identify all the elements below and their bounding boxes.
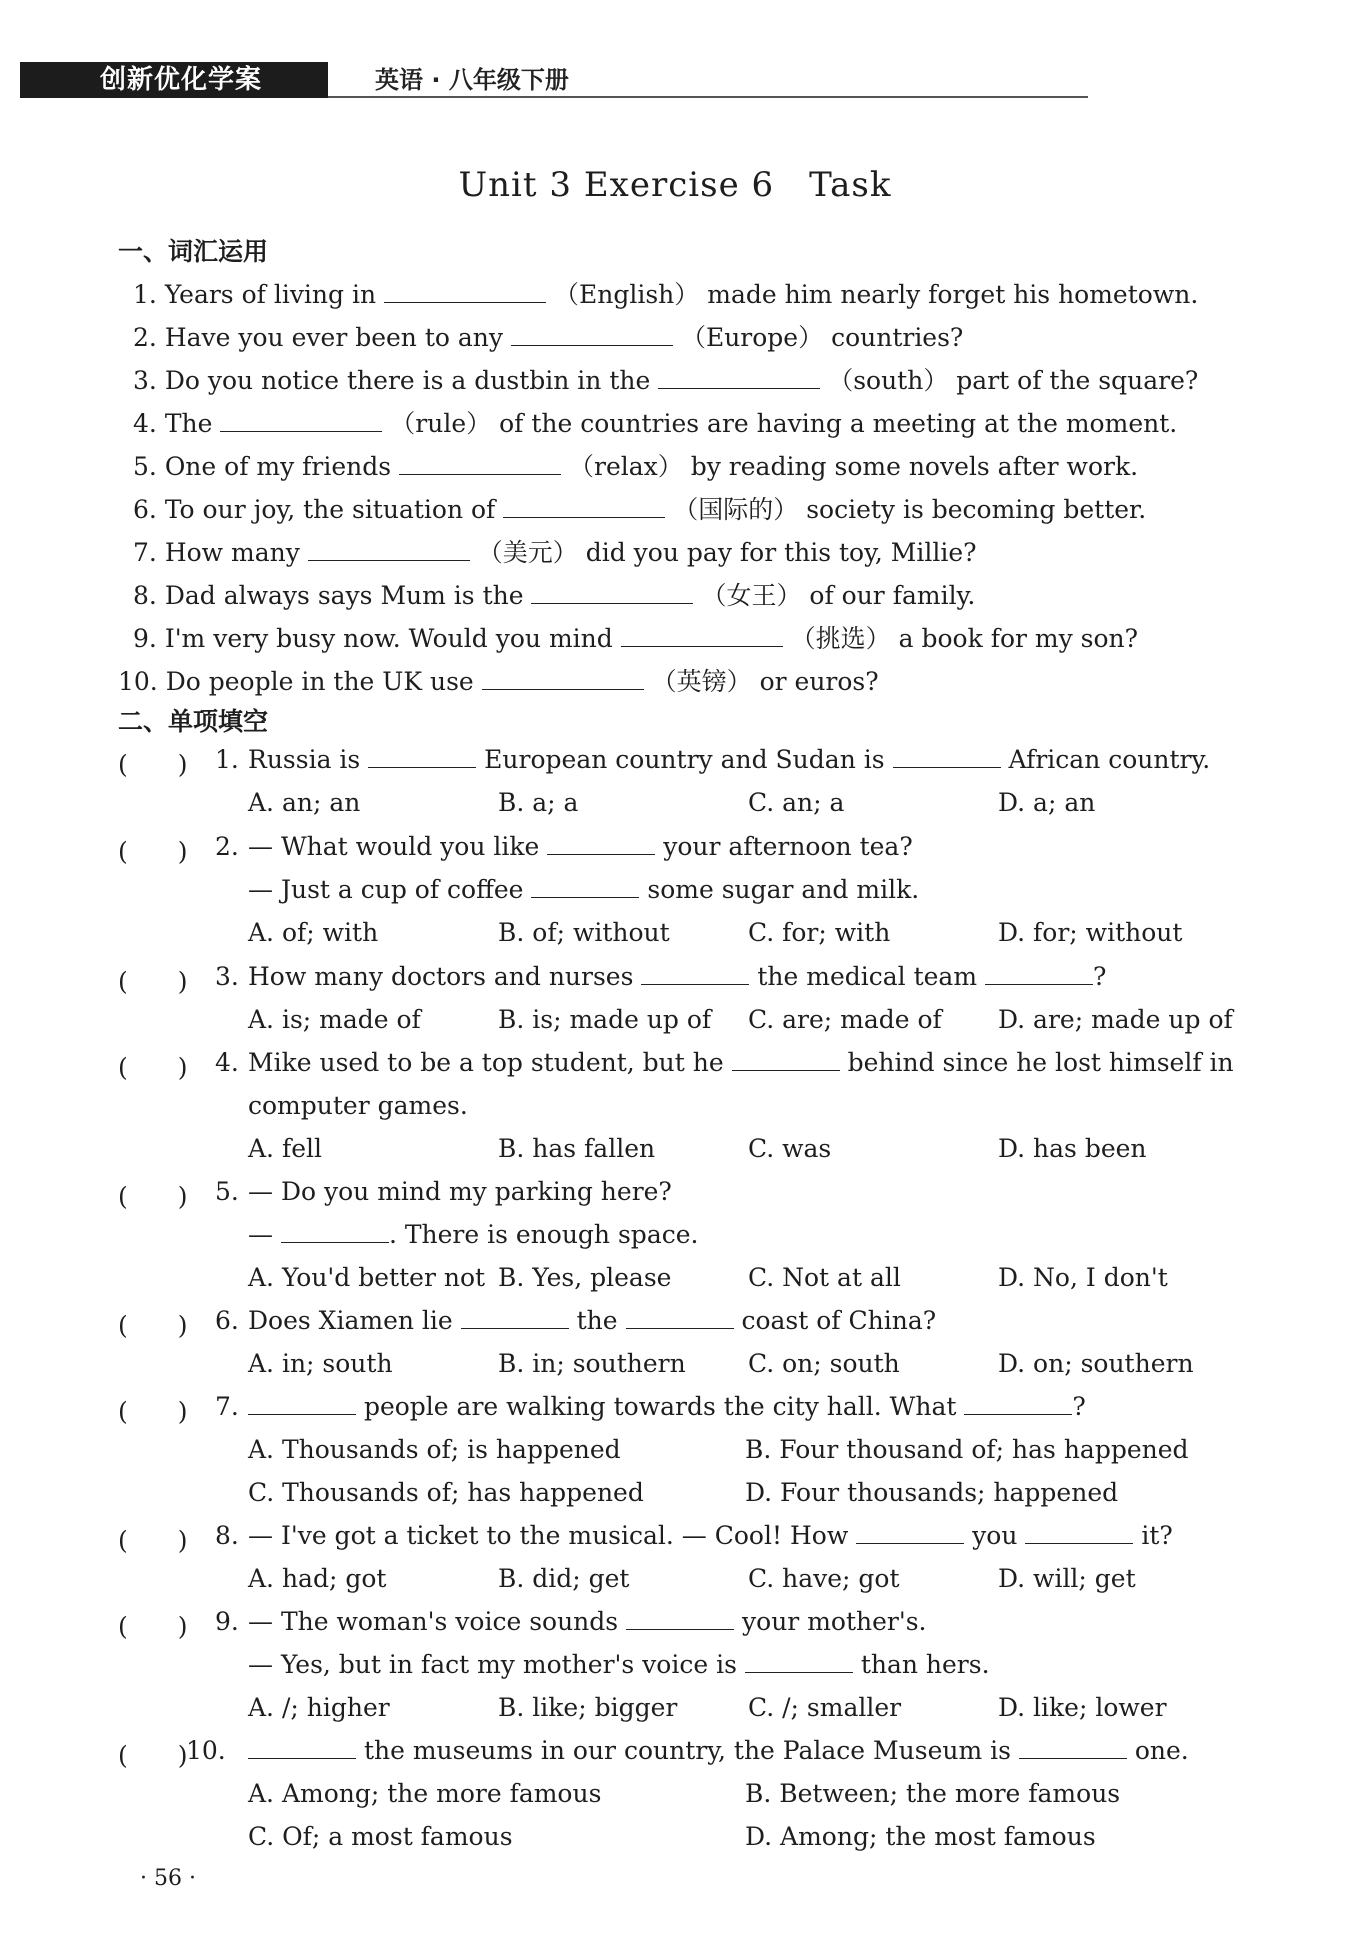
question-1 <box>248 745 1210 774</box>
question-6 <box>248 1306 936 1335</box>
question-number <box>215 745 239 774</box>
answer-bracket: ( ) <box>118 837 188 866</box>
option-label: C. Not at all <box>748 1263 901 1292</box>
question-text: computer games. <box>248 1091 468 1120</box>
item-text-after: society is becoming better. <box>806 495 1147 524</box>
answer-bracket: ( ) <box>118 1182 188 1211</box>
option-B[interactable] <box>498 788 578 817</box>
answer-blank[interactable] <box>248 1736 356 1759</box>
answer-bracket[interactable] <box>118 1048 188 1084</box>
answer-blank[interactable] <box>281 1220 389 1243</box>
vocab-item <box>133 361 1198 397</box>
answer-blank[interactable] <box>641 962 749 985</box>
item-number: 6. <box>133 495 157 524</box>
option-C[interactable] <box>248 1822 513 1851</box>
question-text: Does Xiamen lie <box>248 1306 453 1335</box>
question-text: — I've got a ticket to the musical. — Cool! How <box>248 1521 849 1550</box>
question-number: 1. <box>215 745 239 774</box>
vocab-item <box>133 447 1138 483</box>
item-number: 5. <box>133 452 157 481</box>
option-label: A. is; made of <box>248 1005 421 1034</box>
question-text: — Just a cup of coffee <box>248 875 524 904</box>
question-text: European country and Sudan is <box>484 745 885 774</box>
item-text-before: One of my friends <box>164 452 392 481</box>
answer-bracket: ( ) <box>118 1612 188 1641</box>
option-label: B. Yes, please <box>498 1263 672 1292</box>
option-C[interactable] <box>748 1349 900 1378</box>
option-label: A. /; higher <box>248 1693 390 1722</box>
vocab-item <box>133 490 1146 526</box>
item-number: 1. <box>133 280 157 309</box>
answer-blank[interactable] <box>893 745 1001 768</box>
answer-bracket: ( ) <box>118 1311 188 1340</box>
option-C[interactable] <box>748 918 890 947</box>
question-text: your afternoon tea? <box>663 832 913 861</box>
option-label: C. on; south <box>748 1349 900 1378</box>
option-A[interactable] <box>248 1435 621 1464</box>
option-C[interactable] <box>248 1478 644 1507</box>
question-8 <box>248 1521 1173 1550</box>
question-2 <box>248 832 913 861</box>
answer-bracket: ( ) <box>118 1397 188 1426</box>
option-label: D. Among; the most famous <box>745 1822 1096 1851</box>
question-3 <box>248 962 1106 991</box>
answer-bracket[interactable] <box>118 962 188 998</box>
option-label: D. like; lower <box>998 1693 1167 1722</box>
answer-blank[interactable] <box>308 538 470 561</box>
answer-bracket[interactable] <box>118 1521 188 1557</box>
option-B[interactable] <box>498 1564 629 1593</box>
question-4 <box>248 1048 1234 1077</box>
question-number: 7. <box>215 1392 239 1421</box>
answer-blank[interactable] <box>856 1521 964 1544</box>
answer-blank[interactable] <box>248 1392 356 1415</box>
option-label: D. are; made up of <box>998 1005 1233 1034</box>
option-B[interactable] <box>745 1435 1189 1464</box>
question-text: one. <box>1134 1736 1189 1765</box>
section2-heading: 二、单项填空 <box>118 707 269 736</box>
option-label: B. has fallen <box>498 1134 656 1163</box>
item-text-after: made him nearly forget his hometown. <box>707 280 1199 309</box>
option-D[interactable] <box>998 788 1095 817</box>
answer-bracket: ( ) <box>118 1741 188 1770</box>
question-5 <box>248 1177 672 1206</box>
question-text: — Do you mind my parking here? <box>248 1177 672 1206</box>
question-number <box>215 1177 239 1206</box>
header-rule <box>328 96 1088 98</box>
option-label: B. Four thousand of; has happened <box>745 1435 1189 1464</box>
option-label: C. have; got <box>748 1564 900 1593</box>
answer-blank[interactable] <box>511 323 673 346</box>
option-A[interactable] <box>248 1564 386 1593</box>
option-B[interactable] <box>498 918 670 947</box>
answer-blank[interactable] <box>658 366 820 389</box>
option-C[interactable] <box>748 1564 900 1593</box>
item-text-after: of the countries are having a meeting at the moment. <box>499 409 1178 438</box>
option-label: C. /; smaller <box>748 1693 902 1722</box>
option-label: D. No, I don't <box>998 1263 1168 1292</box>
answer-bracket: ( ) <box>118 1053 188 1082</box>
item-text-after: of our family. <box>809 581 976 610</box>
item-hint: （美元） <box>477 538 578 567</box>
option-C[interactable] <box>748 1005 942 1034</box>
item-number: 4. <box>133 409 157 438</box>
option-label: C. are; made of <box>748 1005 942 1034</box>
item-hint: （rule） <box>390 409 492 438</box>
question-text: How many doctors and nurses <box>248 962 634 991</box>
item-text-after: countries? <box>831 323 964 352</box>
question-text: the <box>576 1306 618 1335</box>
answer-blank[interactable] <box>1025 1521 1133 1544</box>
answer-blank[interactable] <box>732 1048 840 1071</box>
answer-blank[interactable] <box>384 280 546 303</box>
question-number <box>215 1521 239 1550</box>
question-number <box>215 832 239 861</box>
item-text-after: did you pay for this toy, Millie? <box>585 538 977 567</box>
question-text: African country. <box>1008 745 1211 774</box>
item-hint: （国际的） <box>673 495 799 524</box>
option-A[interactable] <box>248 1263 485 1292</box>
section1-heading: 一、词汇运用 <box>118 237 269 266</box>
option-label: D. will; get <box>998 1564 1136 1593</box>
answer-blank[interactable] <box>368 745 476 768</box>
item-text-after: or euros? <box>759 667 879 696</box>
answer-blank[interactable] <box>220 409 382 432</box>
option-D[interactable] <box>998 1564 1136 1593</box>
option-B[interactable] <box>498 1349 686 1378</box>
answer-blank[interactable] <box>621 624 783 647</box>
item-text-before: Do you notice there is a dustbin in the <box>164 366 651 395</box>
option-A[interactable] <box>248 1693 390 1722</box>
item-text-before: Have you ever been to any <box>164 323 504 352</box>
question-number: 6. <box>215 1306 239 1335</box>
option-B[interactable] <box>498 1005 711 1034</box>
answer-bracket[interactable] <box>118 1607 188 1643</box>
question-10 <box>248 1736 1189 1765</box>
answer-bracket[interactable] <box>118 1736 188 1772</box>
question-number: 9. <box>215 1607 239 1636</box>
answer-blank[interactable] <box>745 1650 853 1673</box>
answer-blank[interactable] <box>626 1607 734 1630</box>
question-text: coast of China? <box>741 1306 937 1335</box>
question-text: — What would you like <box>248 832 540 861</box>
item-hint: （Europe） <box>680 323 824 352</box>
answer-blank[interactable] <box>482 667 644 690</box>
question-text: the medical team <box>757 962 978 991</box>
item-hint: （英镑） <box>651 667 752 696</box>
option-A[interactable] <box>248 1349 393 1378</box>
item-number: 2. <box>133 323 157 352</box>
option-label: C. Of; a most famous <box>248 1822 513 1851</box>
answer-blank[interactable] <box>626 1306 734 1329</box>
answer-blank[interactable] <box>1019 1736 1127 1759</box>
vocab-item <box>133 533 977 569</box>
option-B[interactable] <box>745 1779 1120 1808</box>
question-text: people are walking towards the city hall. What <box>363 1392 957 1421</box>
item-hint: （女王） <box>701 581 802 610</box>
question-number <box>215 962 239 991</box>
item-text-before: To our joy, the situation of <box>164 495 496 524</box>
option-label: B. did; get <box>498 1564 630 1593</box>
option-C[interactable] <box>748 788 844 817</box>
item-number: 10. <box>118 667 158 696</box>
question-number: 5. <box>215 1177 239 1206</box>
question-text: some sugar and milk. <box>647 875 920 904</box>
header-subject: 英语 · 八年级下册 <box>375 66 569 94</box>
answer-bracket[interactable] <box>118 1177 188 1213</box>
question-7 <box>248 1392 1086 1421</box>
answer-blank[interactable] <box>547 832 655 855</box>
option-A[interactable] <box>248 1779 601 1808</box>
answer-bracket: ( ) <box>118 1526 188 1555</box>
option-label: C. an; a <box>748 788 845 817</box>
question-number <box>215 1048 239 1077</box>
item-text-before: The <box>164 409 213 438</box>
option-D[interactable] <box>998 918 1182 947</box>
answer-blank[interactable] <box>531 581 693 604</box>
option-C[interactable] <box>748 1693 901 1722</box>
option-label: D. Four thousands; happened <box>745 1478 1119 1507</box>
question-2-line2 <box>248 875 919 904</box>
answer-bracket[interactable] <box>118 745 188 781</box>
question-number <box>215 1392 239 1421</box>
question-9-line2 <box>248 1650 990 1679</box>
question-text: — Yes, but in fact my mother's voice is <box>248 1650 737 1679</box>
option-D[interactable] <box>998 1693 1167 1722</box>
option-D[interactable] <box>998 1263 1168 1292</box>
question-text: behind since he lost himself in <box>847 1048 1234 1077</box>
item-number: 9. <box>133 624 157 653</box>
question-text: the museums in our country, the Palace Museum is <box>363 1736 1011 1765</box>
question-5-line2 <box>248 1220 698 1249</box>
vocab-item <box>133 619 1138 655</box>
question-text: you <box>972 1521 1018 1550</box>
answer-blank[interactable] <box>985 962 1093 985</box>
item-hint: （English） <box>554 280 700 309</box>
option-label: A. Thousands of; is happened <box>248 1435 621 1464</box>
option-label: D. a; an <box>998 788 1096 817</box>
option-label: B. in; southern <box>498 1349 686 1378</box>
item-text-after: a book for my son? <box>898 624 1139 653</box>
option-label: A. an; an <box>248 788 361 817</box>
item-hint: （south） <box>828 366 949 395</box>
option-D[interactable] <box>998 1134 1147 1163</box>
question-number: 3. <box>215 962 239 991</box>
option-label: D. on; southern <box>998 1349 1194 1378</box>
answer-bracket: ( ) <box>118 967 188 996</box>
option-label: A. in; south <box>248 1349 393 1378</box>
option-D[interactable] <box>998 1005 1233 1034</box>
answer-bracket[interactable] <box>118 1306 188 1342</box>
option-label: D. for; without <box>998 918 1183 947</box>
option-label: C. for; with <box>748 918 891 947</box>
option-D[interactable] <box>745 1822 1096 1851</box>
option-label: B. Between; the more famous <box>745 1779 1121 1808</box>
item-text-before: How many <box>164 538 300 567</box>
option-A[interactable] <box>248 918 378 947</box>
item-hint: （挑选） <box>790 624 891 653</box>
item-text-before: Do people in the UK use <box>165 667 474 696</box>
answer-blank[interactable] <box>531 875 639 898</box>
option-D[interactable] <box>745 1478 1118 1507</box>
question-number <box>215 1306 239 1335</box>
option-D[interactable] <box>998 1349 1194 1378</box>
question-number: 4. <box>215 1048 239 1077</box>
item-text-before: I'm very busy now. Would you mind <box>164 624 613 653</box>
vocab-item <box>133 275 1198 311</box>
item-text-after: part of the square? <box>956 366 1199 395</box>
question-text: ? <box>1072 1392 1086 1421</box>
option-B[interactable] <box>498 1693 677 1722</box>
answer-bracket: ( ) <box>118 750 188 779</box>
answer-blank[interactable] <box>964 1392 1072 1415</box>
item-text-after: by reading some novels after work. <box>690 452 1139 481</box>
option-B[interactable] <box>498 1263 671 1292</box>
question-text: Russia is <box>248 745 361 774</box>
option-label: A. had; got <box>248 1564 387 1593</box>
vocab-item <box>118 662 879 698</box>
question-text: . There is enough space. <box>388 1220 699 1249</box>
option-label: B. is; made up of <box>498 1005 712 1034</box>
option-A[interactable] <box>248 1134 322 1163</box>
item-text-before: Years of living in <box>164 280 377 309</box>
vocab-item <box>133 318 963 354</box>
question-number: 2. <box>215 832 239 861</box>
option-label: A. Among; the more famous <box>248 1779 602 1808</box>
vocab-item <box>133 576 975 612</box>
option-label: A. You'd better not <box>248 1263 486 1292</box>
item-hint: （relax） <box>569 452 683 481</box>
question-text: than hers. <box>860 1650 990 1679</box>
option-label: A. of; with <box>248 918 379 947</box>
answer-blank[interactable] <box>461 1306 569 1329</box>
question-text: — The woman's voice sounds <box>248 1607 619 1636</box>
item-number: 3. <box>133 366 157 395</box>
question-number: 10. <box>186 1736 226 1765</box>
option-label: B. like; bigger <box>498 1693 678 1722</box>
question-text: — <box>248 1220 273 1249</box>
answer-blank[interactable] <box>503 495 665 518</box>
question-number <box>215 1607 239 1636</box>
item-number: 8. <box>133 581 157 610</box>
option-C[interactable] <box>748 1263 901 1292</box>
question-4-line2 <box>248 1091 468 1120</box>
question-9 <box>248 1607 927 1636</box>
question-text: your mother's. <box>742 1607 927 1636</box>
question-text: Mike used to be a top student, but he <box>248 1048 724 1077</box>
option-label: B. of; without <box>498 918 670 947</box>
page-title: Unit 3 Exercise 6 Task <box>458 165 892 205</box>
option-A[interactable] <box>248 788 360 817</box>
option-label: A. fell <box>248 1134 322 1163</box>
option-label: C. Thousands of; has happened <box>248 1478 644 1507</box>
item-text-before: Dad always says Mum is the <box>164 581 524 610</box>
option-A[interactable] <box>248 1005 421 1034</box>
option-B[interactable] <box>498 1134 655 1163</box>
question-text: ? <box>1093 962 1107 991</box>
item-number: 7. <box>133 538 157 567</box>
question-number <box>186 1736 226 1765</box>
page-number: · 56 · <box>140 1866 196 1891</box>
option-label: D. has been <box>998 1134 1147 1163</box>
question-text: it? <box>1141 1521 1173 1550</box>
answer-bracket[interactable] <box>118 1392 188 1428</box>
option-C[interactable] <box>748 1134 831 1163</box>
question-number: 8. <box>215 1521 239 1550</box>
option-label: B. a; a <box>498 788 579 817</box>
answer-bracket[interactable] <box>118 832 188 868</box>
vocab-item <box>133 404 1177 440</box>
header-banner: 创新优化学案 <box>20 62 328 98</box>
option-label: C. was <box>748 1134 832 1163</box>
answer-blank[interactable] <box>399 452 561 475</box>
